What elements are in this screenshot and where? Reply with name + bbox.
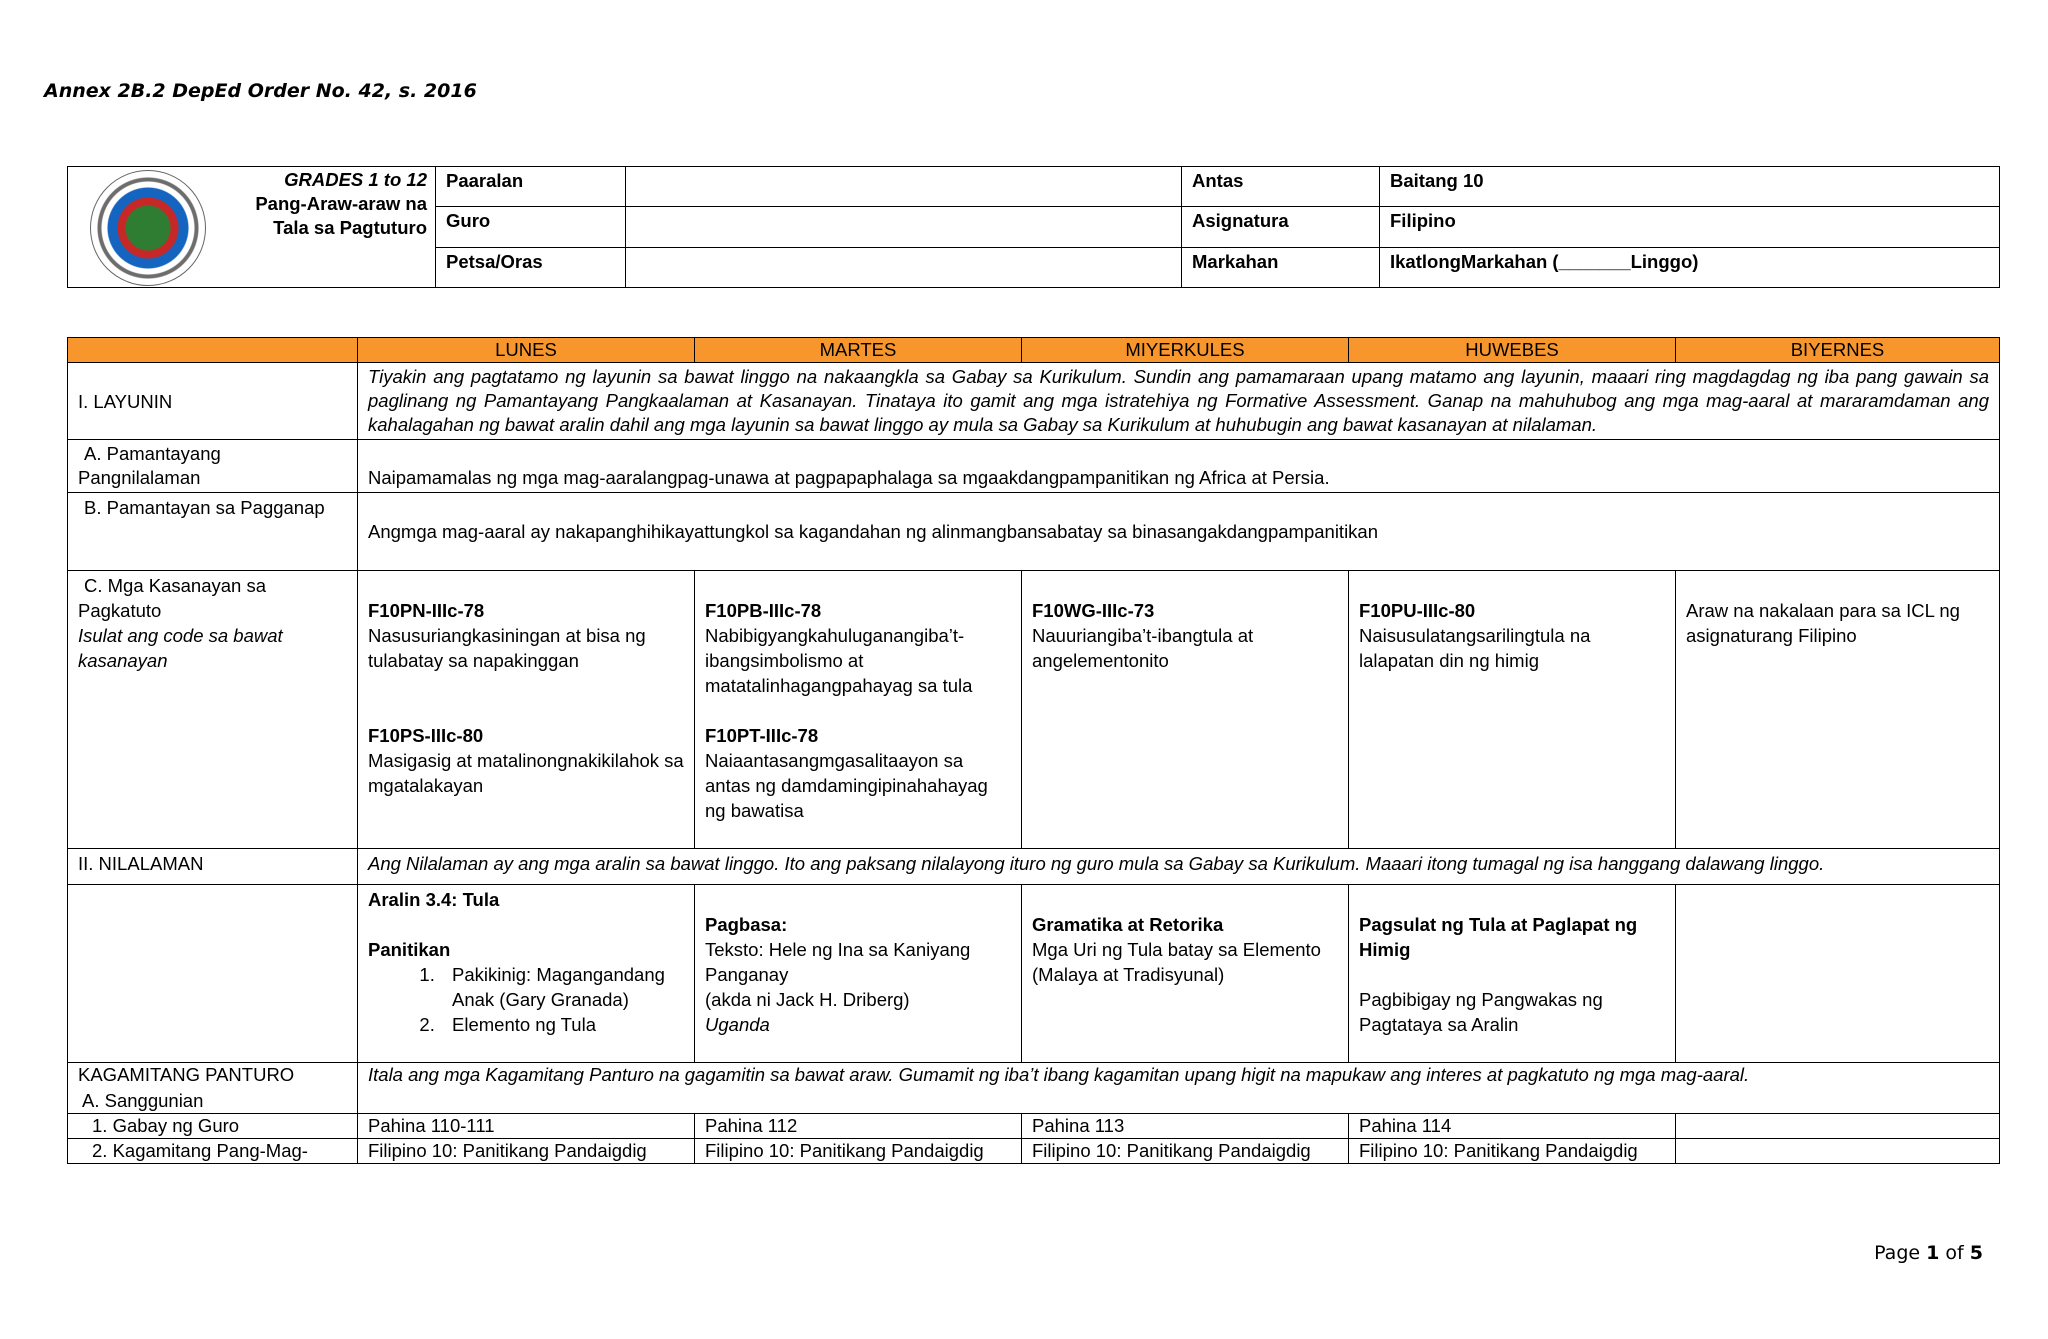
- pagbasa-heading: Pagbasa:: [705, 914, 788, 935]
- skill-text: Naiaantasangmgasalitaayon sa antas ng damdamingipinahahayag ng bawatisa: [705, 750, 988, 821]
- kagamitan-row: [68, 1063, 2000, 1114]
- logo-cell: [68, 167, 208, 288]
- pagbasa-text: Teksto: Hele ng Ina sa Kaniyang Panganay: [705, 939, 971, 985]
- pp-label-line2: Pangnilalaman: [78, 467, 201, 488]
- nilalaman-row: [68, 849, 2000, 885]
- page-current: 1: [1926, 1242, 1940, 1264]
- day-huwebes: HUWEBES: [1349, 338, 1676, 363]
- pang-mag-biyernes: [1676, 1139, 2000, 1164]
- kasanayan-label: [68, 571, 358, 849]
- list-item: 2. Elemento ng Tula: [440, 1012, 684, 1037]
- skill-code: F10PU-IIIc-80: [1359, 600, 1476, 621]
- pang-mag-miyerkules: Filipino 10: Panitikang Pandaigdig: [1022, 1139, 1349, 1164]
- paaralan-value[interactable]: [626, 167, 1182, 207]
- pamantayang-pangnilalaman-label: [68, 440, 358, 493]
- day-header-blank: [68, 338, 358, 363]
- skill-code: F10PT-IIIc-78: [705, 725, 819, 746]
- aralin-title: Aralin 3.4: Tula: [368, 889, 500, 910]
- pagsulat-text: Pagbibigay ng Pangwakas ng Pagtataya sa Aralin: [1359, 989, 1603, 1035]
- nilalaman-content-blank: [68, 885, 358, 1063]
- pp-label-line1: A. Pamantayang: [84, 443, 221, 464]
- kasanayan-miyerkules: [1022, 571, 1349, 849]
- kasanayan-lunes: [358, 571, 695, 849]
- title-line1: Pang-Araw-araw na: [255, 193, 427, 214]
- guro-value[interactable]: [626, 207, 1182, 247]
- page-prefix: Page: [1874, 1242, 1927, 1264]
- pang-mag-martes: Filipino 10: Panitikang Pandaigdig: [695, 1139, 1022, 1164]
- pang-mag-huwebes: Filipino 10: Panitikang Pandaigdig: [1349, 1139, 1676, 1164]
- asignatura-label: Asignatura: [1182, 207, 1380, 247]
- antas-value[interactable]: Baitang 10: [1380, 167, 2000, 207]
- title-line2: Tala sa Pagtuturo: [273, 217, 427, 238]
- gramatika-heading: Gramatika at Retorika: [1032, 914, 1224, 935]
- nilalaman-biyernes: [1676, 885, 2000, 1063]
- asignatura-value[interactable]: Filipino: [1380, 207, 2000, 247]
- pang-mag-row: [68, 1139, 2000, 1164]
- skill-text: Naisusulatangsarilingtula na lalapatan din ng himig: [1359, 625, 1591, 671]
- antas-label: Antas: [1182, 167, 1380, 207]
- page-number: [1874, 1242, 1983, 1264]
- annex-heading: Annex 2B.2 DepEd Order No. 42, s. 2016: [44, 80, 477, 102]
- pamantayan-pagganap-label: B. Pamantayan sa Pagganap: [68, 493, 358, 571]
- kasanayan-martes: [695, 571, 1022, 849]
- gabay-row: [68, 1114, 2000, 1139]
- list-item: 1. Pakikinig: Magangandang Anak (Gary Granada): [440, 962, 684, 1012]
- skill-text: Araw na nakalaan para sa ICL ng asignaturang Filipino: [1686, 600, 1960, 646]
- kagamitan-text: Itala ang mga Kagamitang Panturo na gagamitin sa bawat araw. Gumamit ng iba’t ibang kagamitan upang higit na mapukaw ang interes at pagkatuto ng mga mag-aaral.: [358, 1063, 2000, 1114]
- pamantayang-pangnilalaman-text: Naipamamalas ng mga mag-aaralangpag-unawa at pagpapaphalaga sa mgaakdangpampanitikan ng Africa at Persia.: [358, 440, 2000, 493]
- kasanayan-label-line2: Pagkatuto: [78, 600, 162, 621]
- skill-code: F10PS-IIIc-80: [368, 725, 484, 746]
- kasanayan-row: [68, 571, 2000, 849]
- lesson-plan-table: [67, 337, 2000, 1164]
- gabay-martes: Pahina 112: [695, 1114, 1022, 1139]
- gabay-lunes: Pahina 110-111: [358, 1114, 695, 1139]
- pang-mag-lunes: Filipino 10: Panitikang Pandaigdig: [358, 1139, 695, 1164]
- grades-label: GRADES 1 to 12: [284, 169, 427, 190]
- pagsulat-heading: Pagsulat ng Tula at Paglapat ng Himig: [1359, 914, 1638, 960]
- gabay-label: 1. Gabay ng Guro: [68, 1114, 358, 1139]
- skill-text: Masigasig at matalinongnakikilahok sa mgatalakayan: [368, 750, 684, 796]
- skill-code: F10WG-IIIc-73: [1032, 600, 1155, 621]
- header-table: [67, 166, 2000, 288]
- skill-text: Nabibigyangkahuluganangiba’t-ibangsimbolismo at matatalinhagangpahayag sa tula: [705, 625, 973, 696]
- skill-code: F10PB-IIIc-78: [705, 600, 822, 621]
- layunin-text: Tiyakin ang pagtatamo ng layunin sa bawat linggo na nakaangkla sa Gabay sa Kurikulum. Sundin ang pamamaraan upang matamo ang layunin, maaari ring magdagdag ng iba pang gawain sa paglinang ng Pamantayang Pangkaalaman at Kasanayan. Tinataya ito gamit ang mga istratehiya ng Formative Assessment. Ganap na mahuhubog ang mga mag-aaral at mararamdaman ang kahalagahan ng bawat aralin dahil ang mga layunin sa bawat linggo ay mula sa Gabay sa Kurikulum at huhubugin ang bawat kasanayan at nilalaman.: [358, 363, 2000, 440]
- sanggunian-label: A. Sanggunian: [82, 1090, 204, 1111]
- layunin-label: I. LAYUNIN: [68, 363, 358, 440]
- day-lunes: LUNES: [358, 338, 695, 363]
- markahan-label: Markahan: [1182, 247, 1380, 287]
- kagamitan-label: [68, 1063, 358, 1114]
- nilalaman-miyerkules: [1022, 885, 1349, 1063]
- pagbasa-author: (akda ni Jack H. Driberg): [705, 989, 910, 1010]
- gabay-huwebes: Pahina 114: [1349, 1114, 1676, 1139]
- nilalaman-label: II. NILALAMAN: [68, 849, 358, 885]
- skill-text: Nasusuriangkasiningan at bisa ng tulabatay sa napakinggan: [368, 625, 646, 671]
- paaralan-label: Paaralan: [436, 167, 626, 207]
- gabay-miyerkules: Pahina 113: [1022, 1114, 1349, 1139]
- nilalaman-huwebes: [1349, 885, 1676, 1063]
- layunin-row: [68, 363, 2000, 440]
- kasanayan-huwebes: [1349, 571, 1676, 849]
- skill-code: F10PN-IIIc-78: [368, 600, 485, 621]
- nilalaman-text: Ang Nilalaman ay ang mga aralin sa bawat linggo. Ito ang paksang nilalayong ituro ng guro mula sa Gabay sa Kurikulum. Maaari itong tumagal ng isa hanggang dalawang linggo.: [358, 849, 2000, 885]
- petsa-label: Petsa/Oras: [436, 247, 626, 287]
- panitikan-heading: Panitikan: [368, 939, 451, 960]
- day-header-row: [68, 338, 2000, 363]
- page-total: 5: [1969, 1242, 1983, 1264]
- pamantayan-pagganap-row: [68, 493, 2000, 571]
- day-miyerkules: MIYERKULES: [1022, 338, 1349, 363]
- pamantayang-pangnilalaman-row: [68, 440, 2000, 493]
- kasanayan-label-line1: C. Mga Kasanayan sa: [84, 575, 267, 596]
- kagamitan-title: KAGAMITANG PANTURO: [78, 1064, 295, 1085]
- panitikan-list: [368, 962, 684, 1037]
- nilalaman-martes: [695, 885, 1022, 1063]
- guro-label: Guro: [436, 207, 626, 247]
- title-cell: [208, 167, 436, 288]
- pamantayan-pagganap-text: Angmga mag-aaral ay nakapanghihikayattungkol sa kagandahan ng alinmangbansabatay sa binasangakdangpampanitikan: [358, 493, 2000, 571]
- pagbasa-origin: Uganda: [705, 1014, 770, 1035]
- gabay-biyernes: [1676, 1114, 2000, 1139]
- gramatika-text: Mga Uri ng Tula batay sa Elemento (Malaya at Tradisyunal): [1032, 939, 1321, 985]
- page-middle: of: [1939, 1242, 1970, 1264]
- kasanayan-biyernes: [1676, 571, 2000, 849]
- day-martes: MARTES: [695, 338, 1022, 363]
- markahan-value[interactable]: IkatlongMarkahan (_______Linggo): [1380, 247, 2000, 287]
- day-biyernes: BIYERNES: [1676, 338, 2000, 363]
- petsa-value[interactable]: [626, 247, 1182, 287]
- nilalaman-content-row: [68, 885, 2000, 1063]
- deped-seal-icon: [90, 170, 206, 286]
- nilalaman-lunes: [358, 885, 695, 1063]
- skill-text: Nauuriangiba’t-ibangtula at angelementonito: [1032, 625, 1254, 671]
- kasanayan-sublabel: Isulat ang code sa bawat kasanayan: [78, 625, 283, 671]
- pang-mag-label: 2. Kagamitang Pang-Mag-: [68, 1139, 358, 1164]
